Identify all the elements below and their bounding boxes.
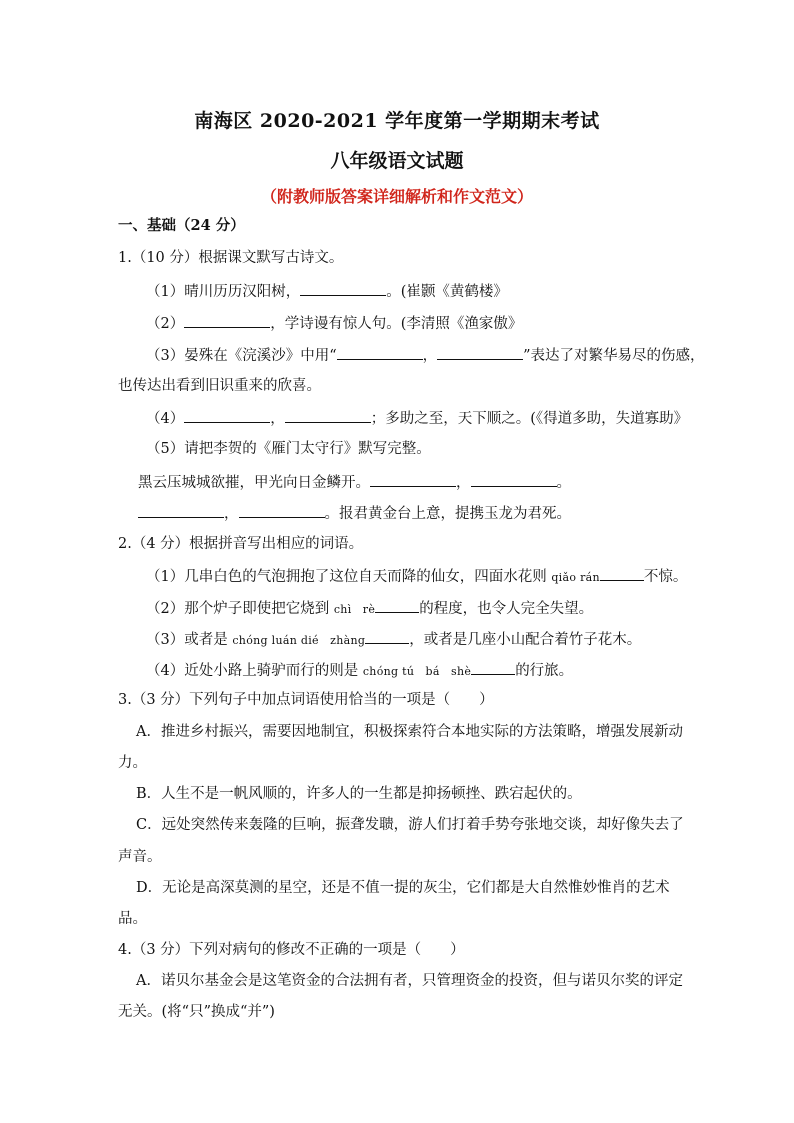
q2-2-text-b: 的程度，也令人完全失望。 [419,601,594,617]
exam-title: 南海区 2020-2021 学年度第一学期期末考试 [194,110,600,132]
section-heading: 一、基础（24 分） [118,217,245,234]
answer-blank[interactable] [138,502,224,518]
pinyin-text: chóng tú bá shè [362,665,472,678]
question-4-stem: 4.（3 分）下列对病句的修改不正确的一项是（ ） [118,942,465,958]
exam-note: （附教师版答案详细解析和作文范文） [260,187,533,206]
q1-4-text-c: ；多助之至，天下顺之。(《得道多助，失道寡助》 [370,411,689,427]
option-a[interactable]: A．诺贝尔基金会是这笔资金的合法拥有者，只管理资金的投资，但与诺贝尔奖的评定 [136,973,683,989]
question-2-item-1 [146,565,687,588]
option-c[interactable]: C．远处突然传来轰隆的巨响，振聋发聩，游人们打着手势夸张地交谈，却好像失去了 [136,817,684,833]
answer-blank[interactable] [337,344,423,360]
question-3-stem: 3.（3 分）下列句子中加点词语使用恰当的一项是（ ） [118,692,494,708]
q2-3-text-b: ，或者是几座小山配合着竹子花木。 [409,632,642,648]
poem-text-e: 。报君黄金台上意，提携玉龙为君死。 [324,506,571,522]
q2-4-text-b: 的行旅。 [515,663,574,679]
q1-3-text-b: ， [422,348,438,364]
option-a[interactable]: A．推进乡村振兴，需要因地制宜，积极探索符合本地实际的方法策略，增强发展新动 [136,724,683,740]
question-1-item-3-cont: 也传达出看到旧识重来的欣喜。 [118,378,321,394]
q1-2-text-b: ，学诗谩有惊人句。(李清照《渔家傲》 [270,316,523,332]
q2-2-text-a: （2）那个炉子即使把它烧到 [146,601,334,617]
answer-blank[interactable] [239,502,325,518]
poem-text-d: ， [224,506,239,522]
answer-blank[interactable] [471,659,515,675]
option-d-cont: 品。 [118,911,147,927]
question-1-item-3 [146,344,705,366]
question-2-item-4 [146,659,573,682]
answer-blank[interactable] [365,628,409,644]
poem-text-b: ， [456,475,471,491]
question-1-item-5: （5）请把李贺的《雁门太守行》默写完整。 [146,441,431,457]
question-2-item-3 [146,628,641,651]
exam-subtitle: 八年级语文试题 [330,150,464,172]
answer-blank[interactable] [370,471,456,487]
answer-blank[interactable] [600,565,644,581]
question-2-stem: 2.（4 分）根据拼音写出相应的词语。 [118,536,364,552]
pinyin-text: chóng luán dié zhàng [232,634,366,647]
question-2-item-2 [146,597,593,620]
question-1-item-1 [146,280,508,302]
question-1-item-2 [146,312,522,334]
answer-blank[interactable] [471,471,557,487]
option-a-cont: 力。 [118,755,147,771]
q1-3-text-a: （3）晏殊在《浣溪沙》中用“ [146,348,337,364]
option-b[interactable]: B．人生不是一帆风顺的，许多人的一生都是抑扬顿挫、跌宕起伏的。 [136,786,582,802]
option-c-cont: 声音。 [118,849,162,865]
question-1-item-4 [146,407,688,429]
answer-blank[interactable] [285,407,371,423]
q2-1-text-a: （1）几串白色的气泡拥抱了这位自天而降的仙女，四面水花则 [146,569,552,585]
q1-3-text-c: ”表达了对繁华易尽的伤感， [523,348,705,364]
q1-4-text-b: ， [270,411,285,427]
poem-text-c: 。 [556,475,571,491]
q1-2-text-a: （2） [146,316,185,332]
q1-4-text-a: （4） [146,411,185,427]
question-1-poem-line-1 [138,471,571,493]
answer-blank[interactable] [437,344,523,360]
q2-1-text-b: 不惊。 [643,569,688,585]
pinyin-text: chì rè [333,603,376,616]
answer-blank[interactable] [184,407,270,423]
option-a-cont: 无关。(将“只”换成“并”) [118,1004,275,1020]
question-1-stem: 1.（10 分）根据课文默写古诗文。 [118,250,344,266]
option-d[interactable]: D．无论是高深莫测的星空，还是不值一提的灰尘，它们都是大自然惟妙惟肖的艺术 [136,880,670,896]
answer-blank[interactable] [375,597,419,613]
answer-blank[interactable] [184,312,270,328]
question-1-poem-line-2 [138,502,571,524]
pinyin-text: qiǎo rán [551,571,600,584]
q1-1-text-b: 。(崔颢《黄鹤楼》 [386,284,508,300]
poem-text-a: 黑云压城城欲摧，甲光向日金鳞开。 [138,475,370,491]
q2-3-text-a: （3）或者是 [146,632,233,648]
q2-4-text-a: （4）近处小路上骑驴而行的则是 [146,663,363,679]
answer-blank[interactable] [300,280,386,296]
q1-1-text-a: （1）晴川历历汉阳树， [146,284,301,300]
